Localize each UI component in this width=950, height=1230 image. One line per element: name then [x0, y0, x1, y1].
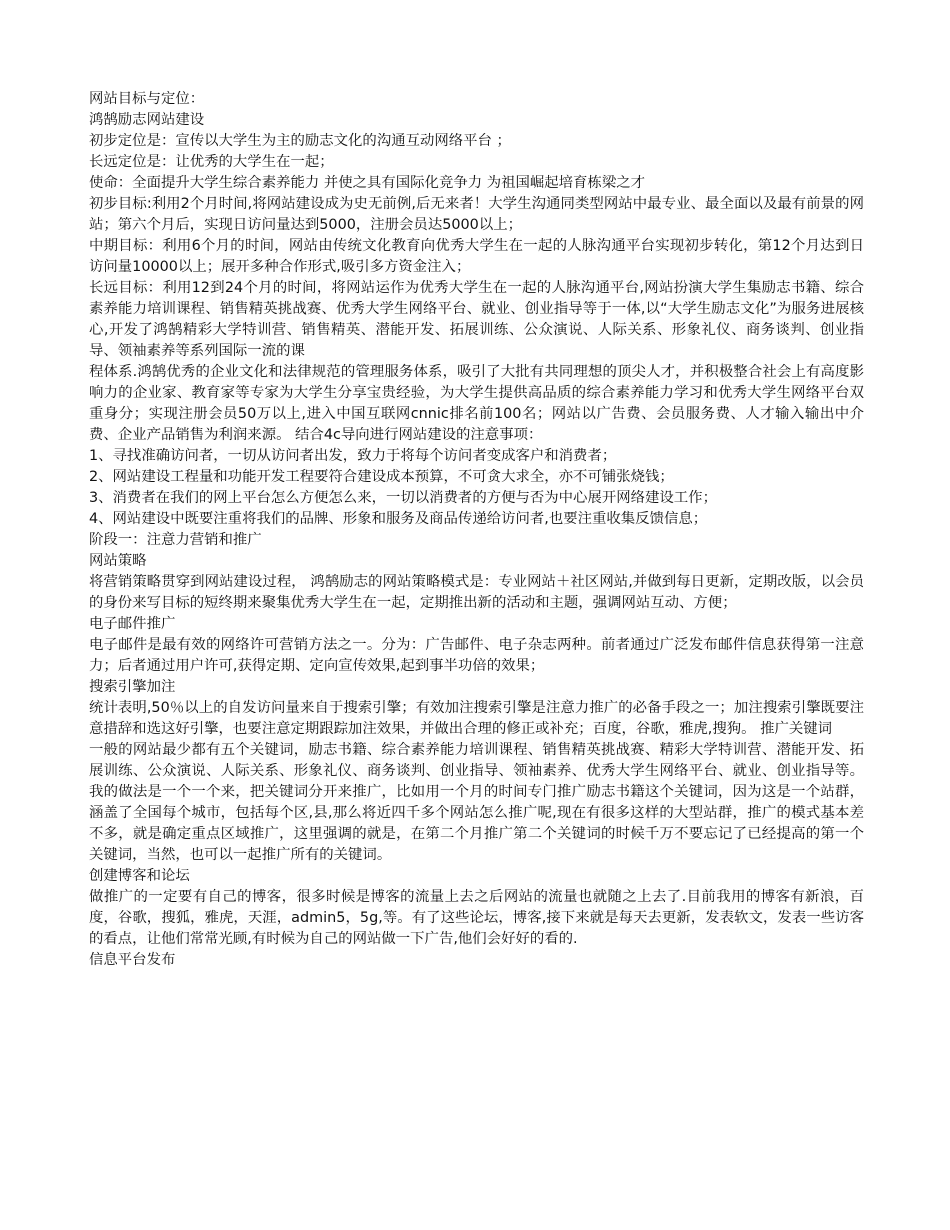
- list-item-2: 2、网站建设工程量和功能开发工程要符合建设成本预算，不可贪大求全，亦不可铺张烧钱；: [89, 469, 674, 485]
- paragraph-mission: 使命：全面提升大学生综合素养能力 并使之具有国际化竞争力 为祖国崛起培育栋梁之才: [89, 175, 645, 191]
- paragraph-initial-positioning: 初步定位是：宣传以大学生为主的励志文化的沟通互动网络平台 ；: [89, 133, 511, 149]
- paragraph-initial-goal: 初步目标:利用2个月时间,将网站建设成为史无前例,后无来者！大学生沟通同类型网站中最专业、最全面以及最有前景的网站；第六个月后，实现日访问量达到5000，注册会员达5000以上；: [89, 196, 864, 233]
- heading-site-goals: 网站目标与定位：: [89, 91, 205, 107]
- paragraph-mid-term-goal: 中期目标：利用6个月的时间，网站由传统文化教育向优秀大学生在一起的人脉沟通平台实现初步转化，第12个月达到日访问量10000以上；展开多种合作形式,吸引多方资金注入；: [89, 238, 864, 275]
- heading-site-construction: 鸿鹄励志网站建设: [89, 112, 205, 128]
- heading-stage-one: 阶段一：注意力营销和推广: [89, 532, 262, 548]
- paragraph-email-promotion: 电子邮件是最有效的网络许可营销方法之一。分为：广告邮件、电子杂志两种。前者通过广泛发布邮件信息获得第一注意力；后者通过用户许可,获得定期、定向宣传效果,起到事半功倍的效果；: [89, 637, 864, 674]
- heading-search-engine: 搜索引擎加注: [89, 679, 176, 695]
- paragraph-long-term-positioning: 长远定位是：让优秀的大学生在一起；: [89, 154, 334, 170]
- paragraph-long-term-goal: 长远目标：利用12到24个月的时间，将网站运作为优秀大学生在一起的人脉沟通平台,网站扮演大学生集励志书籍、综合素养能力培训课程、销售精英挑战赛、优秀大学生网络平台、就业、创业指导等于一体,以“大学生励志文化”为服务进展核心,开发了鸿鹄精彩大学特训营、销售精英、潜能开发、拓展训练、公众演说、人际关系、形象礼仪、商务谈判、创业指导、领袖素养等系列国际一流的课: [89, 280, 864, 359]
- paragraph-course-system: 程体系.鸿鹄优秀的企业文化和法律规范的管理服务体系，吸引了大批有共同理想的顶尖人才，并积极整合社会上有高度影响力的企业家、教育家等专家为大学生分享宝贵经验，为大学生提供高品质的综合素养能力学习和优秀大学生网络平台双重身分；实现注册会员50万以上,进入中国互联网cnnic排名前100名；网站以广告费、会员服务费、人才输入输出中介费、企业产品销售为利润来源。 结合4c导向进行网站建设的注意事项：: [89, 364, 864, 443]
- document-body: [89, 89, 864, 971]
- heading-blog-forum: 创建博客和论坛: [89, 868, 190, 884]
- list-item-1: 1、寻找准确访问者，一切从访问者出发，致力于将每个访问者变成客户和消费者；: [89, 448, 617, 464]
- list-item-3: 3、消费者在我们的网上平台怎么方便怎么来，一切以消费者的方便与否为中心展开网络建设工作；: [89, 490, 717, 506]
- list-item-4: 4、网站建设中既要注重将我们的品牌、形象和服务及商品传递给访问者,也要注重收集反馈信息；: [89, 511, 708, 527]
- paragraph-blog-forum: 做推广的一定要有自己的博客，很多时候是博客的流量上去之后网站的流量也就随之上去了.目前我用的博客有新浪，百度，谷歌，搜狐，雅虎，天涯，admin5，5g,等。有了这些论坛，博客,接下来就是每天去更新，发表软文，发表一些访客的看点，让他们常常光顾,有时候为自己的网站做一下广告,他们会好好的看的.: [89, 889, 864, 947]
- paragraph-search-engine: 统计表明,50％以上的自发访问量来自于搜索引擎；有效加注搜索引擎是注意力推广的必备手段之一；加注搜索引擎既要注意措辞和选这好引擎，也要注意定期跟踪加注效果，并做出合理的修正或补充；百度，谷歌，雅虎,搜狗。 推广关键词: [89, 700, 864, 737]
- heading-info-platform: 信息平台发布: [89, 952, 176, 968]
- heading-email-promotion: 电子邮件推广: [89, 616, 176, 632]
- paragraph-keywords: 一般的网站最少都有五个关键词，励志书籍、综合素养能力培训课程、销售精英挑战赛、精彩大学特训营、潜能开发、拓展训练、公众演说、人际关系、形象礼仪、商务谈判、创业指导、领袖素养、优秀大学生网络平台、就业、创业指导等。我的做法是一个一个来，把关键词分开来推广，比如用一个月的时间专门推广励志书籍这个关键词，因为这是一个站群，涵盖了全国每个城市，包括每个区,县,那么将近四千多个网站怎么推广呢,现在有很多这样的大型站群，推广的模式基本差不多，就是确定重点区域推广，这里强调的就是，在第二个月推广第二个关键词的时候千万不要忘记了已经提高的第一个关键词，当然，也可以一起推广所有的关键词。: [89, 742, 864, 863]
- paragraph-website-strategy: 将营销策略贯穿到网站建设过程， 鸿鹄励志的网站策略模式是：专业网站＋社区网站,并做到每日更新，定期改版，以会员的身份来写目标的短终期来聚集优秀大学生在一起，定期推出新的活动和主题，强调网站互动、方便；: [89, 574, 864, 611]
- heading-website-strategy: 网站策略: [89, 553, 147, 569]
